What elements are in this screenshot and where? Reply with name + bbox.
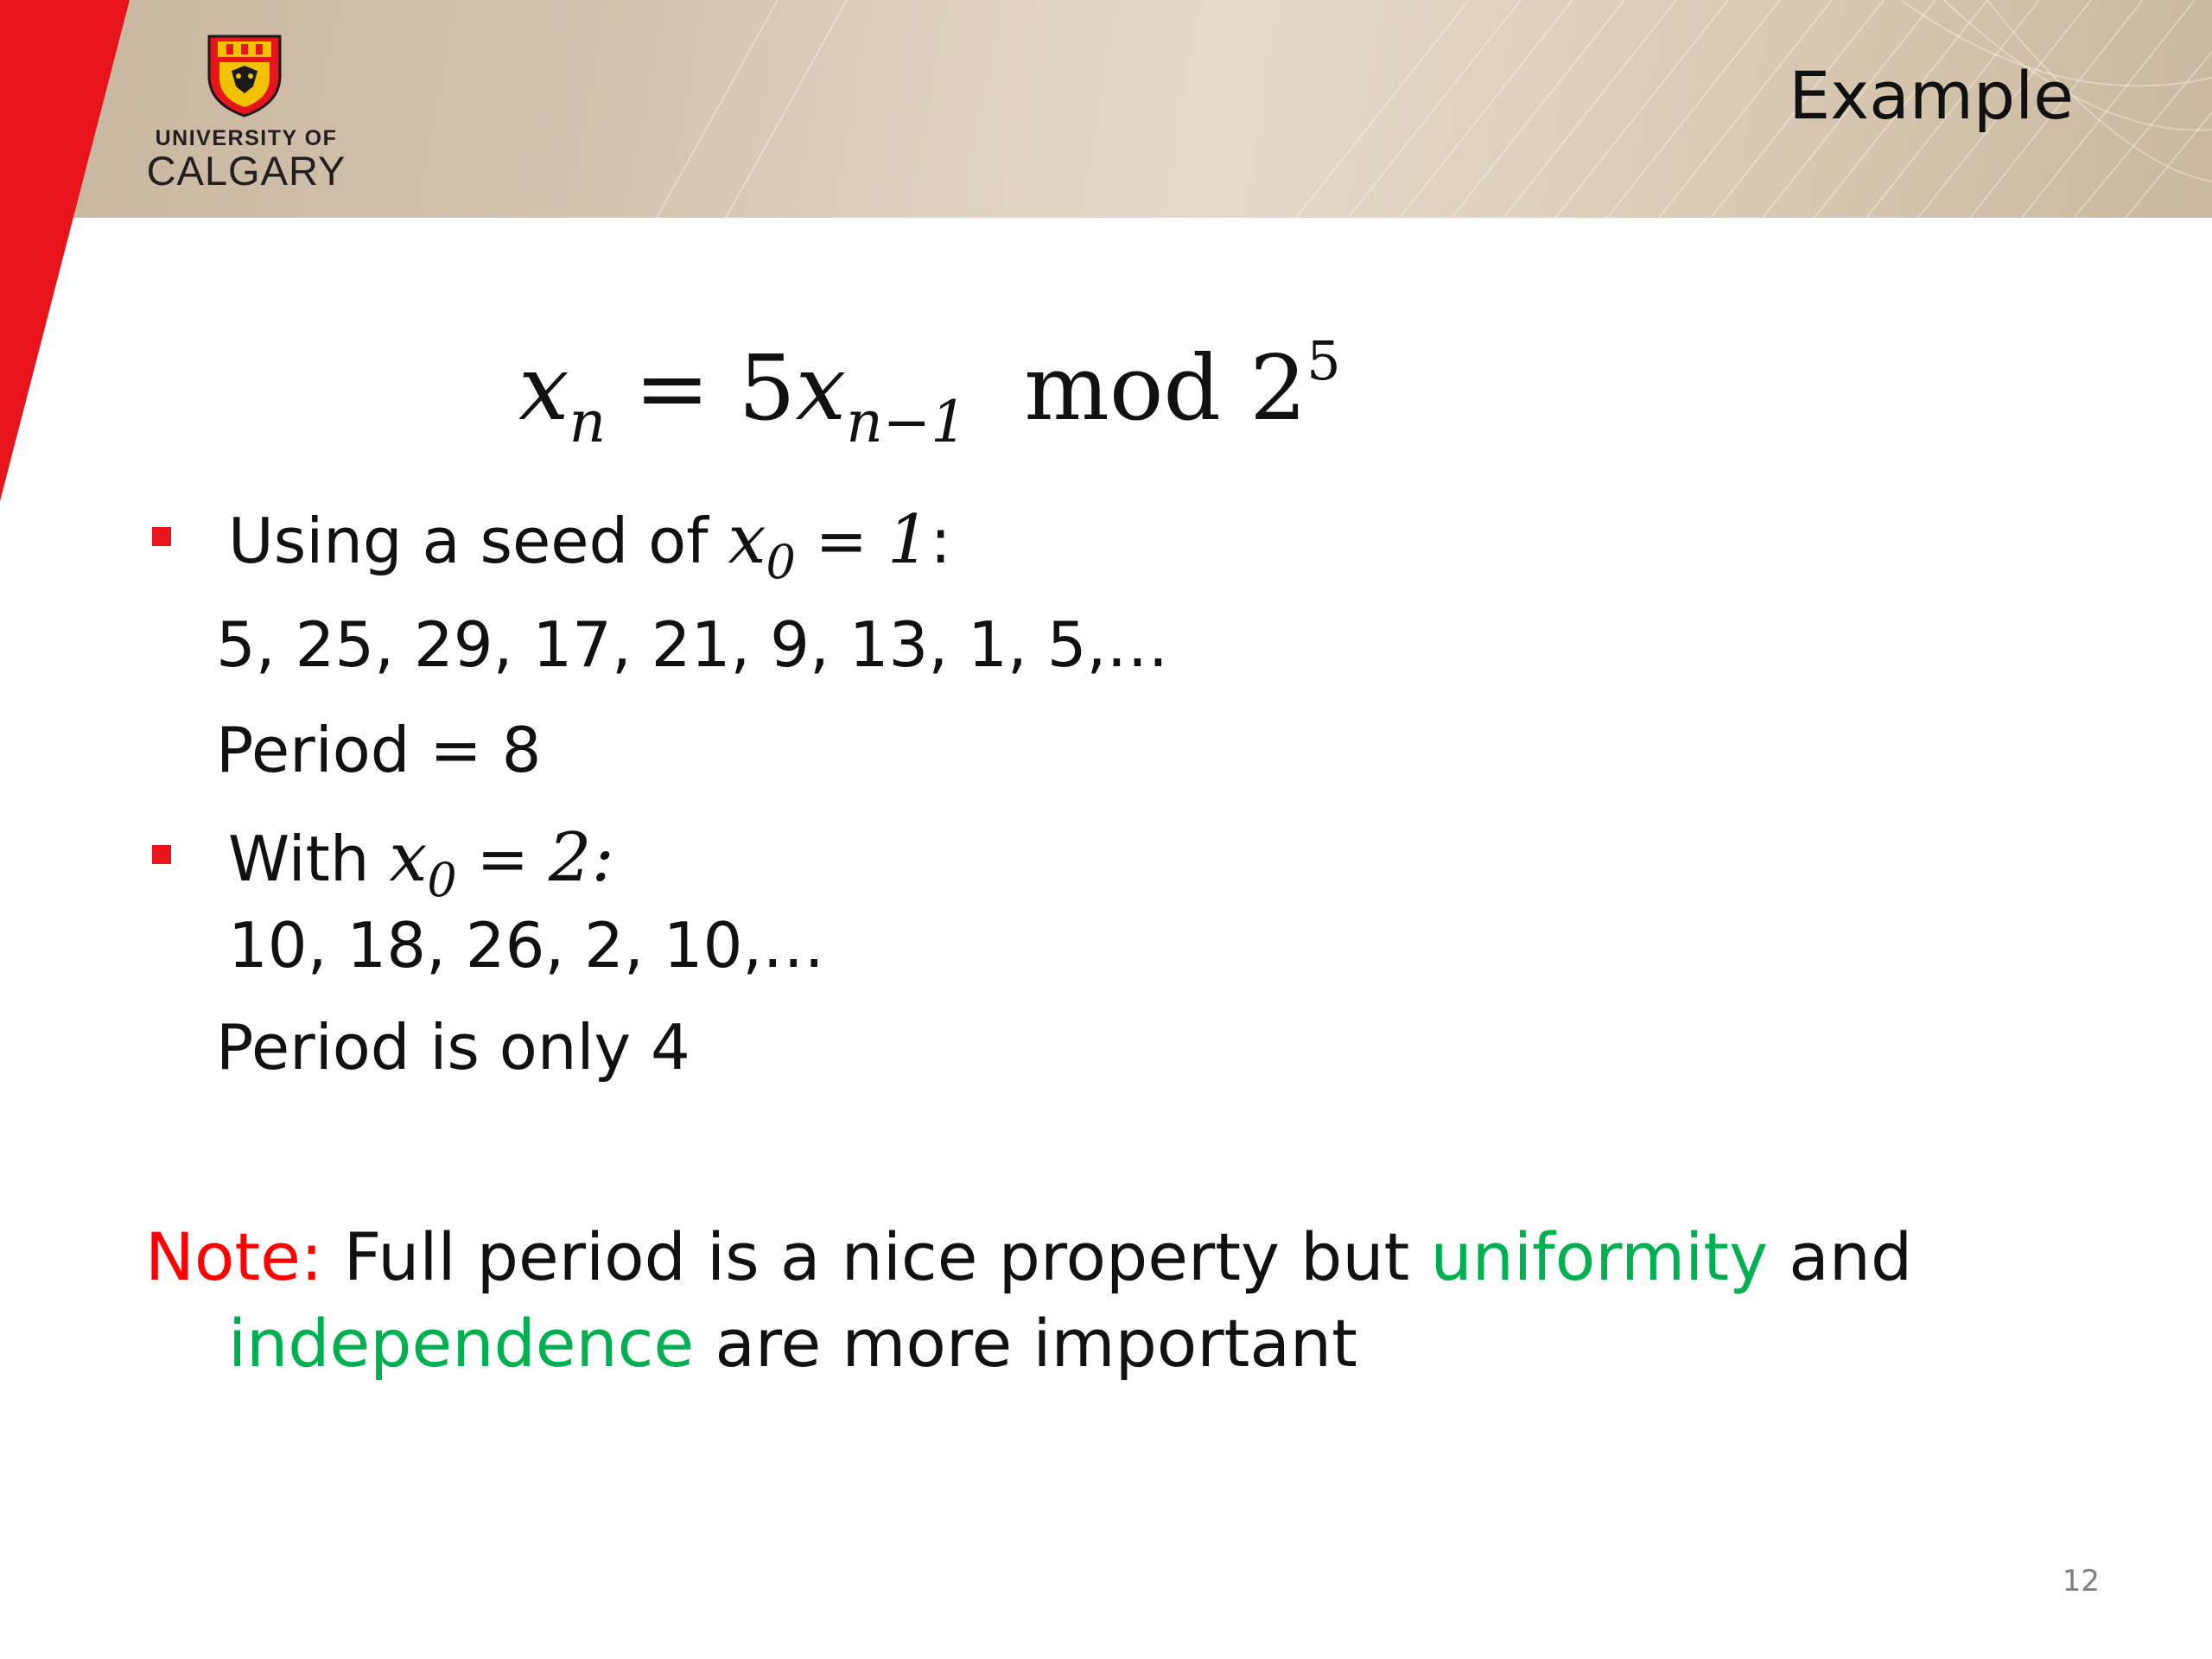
logo-text-university: UNIVERSITY OF [155, 126, 338, 150]
note-label: Note: [145, 1218, 323, 1295]
note-line-1: Note: Full period is a nice property but uniformity and [145, 1218, 1913, 1295]
formula-coefficient: 5 [738, 335, 796, 441]
note-line-2: independence are more important [228, 1305, 1357, 1382]
formula-equals-sign: = [634, 335, 710, 441]
bullet-2-sequence: 10, 18, 26, 2, 10,… [228, 909, 825, 982]
slide-title: Example [1789, 57, 2074, 134]
logo-text-calgary: CALGARY [146, 148, 346, 194]
bullet-2-line: With $x_0 = 2$: [228, 819, 614, 907]
formula-equals [606, 335, 634, 441]
page-number: 12 [2062, 1564, 2100, 1599]
bullet-marker-1 [152, 527, 171, 546]
crest-icon [206, 31, 283, 118]
formula-mod: mod [1024, 335, 1222, 441]
red-accent-stripe [0, 0, 138, 518]
formula-lhs-var: x [518, 335, 569, 441]
recurrence-formula [518, 329, 1382, 465]
formula-base: 2 [1249, 335, 1307, 441]
note-uniformity: uniformity [1430, 1218, 1769, 1295]
formula-lhs-sub: n [569, 389, 607, 455]
bullet-1-line: Using a seed of $x_0 = 1$: [228, 501, 951, 589]
formula-exponent: 5 [1306, 329, 1341, 392]
university-logo [138, 31, 363, 195]
formula-rhs-var: x [795, 335, 847, 441]
bullet-2-period: Period is only 4 [216, 1011, 690, 1084]
formula-rhs-sub: n−1 [846, 389, 968, 455]
bullet-marker-2 [152, 845, 171, 864]
bullet-1-sequence: 5, 25, 29, 17, 21, 9, 13, 1, 5,… [216, 608, 1169, 681]
note-independence: independence [228, 1305, 695, 1382]
bullet-1-period: Period = 8 [216, 714, 542, 786]
